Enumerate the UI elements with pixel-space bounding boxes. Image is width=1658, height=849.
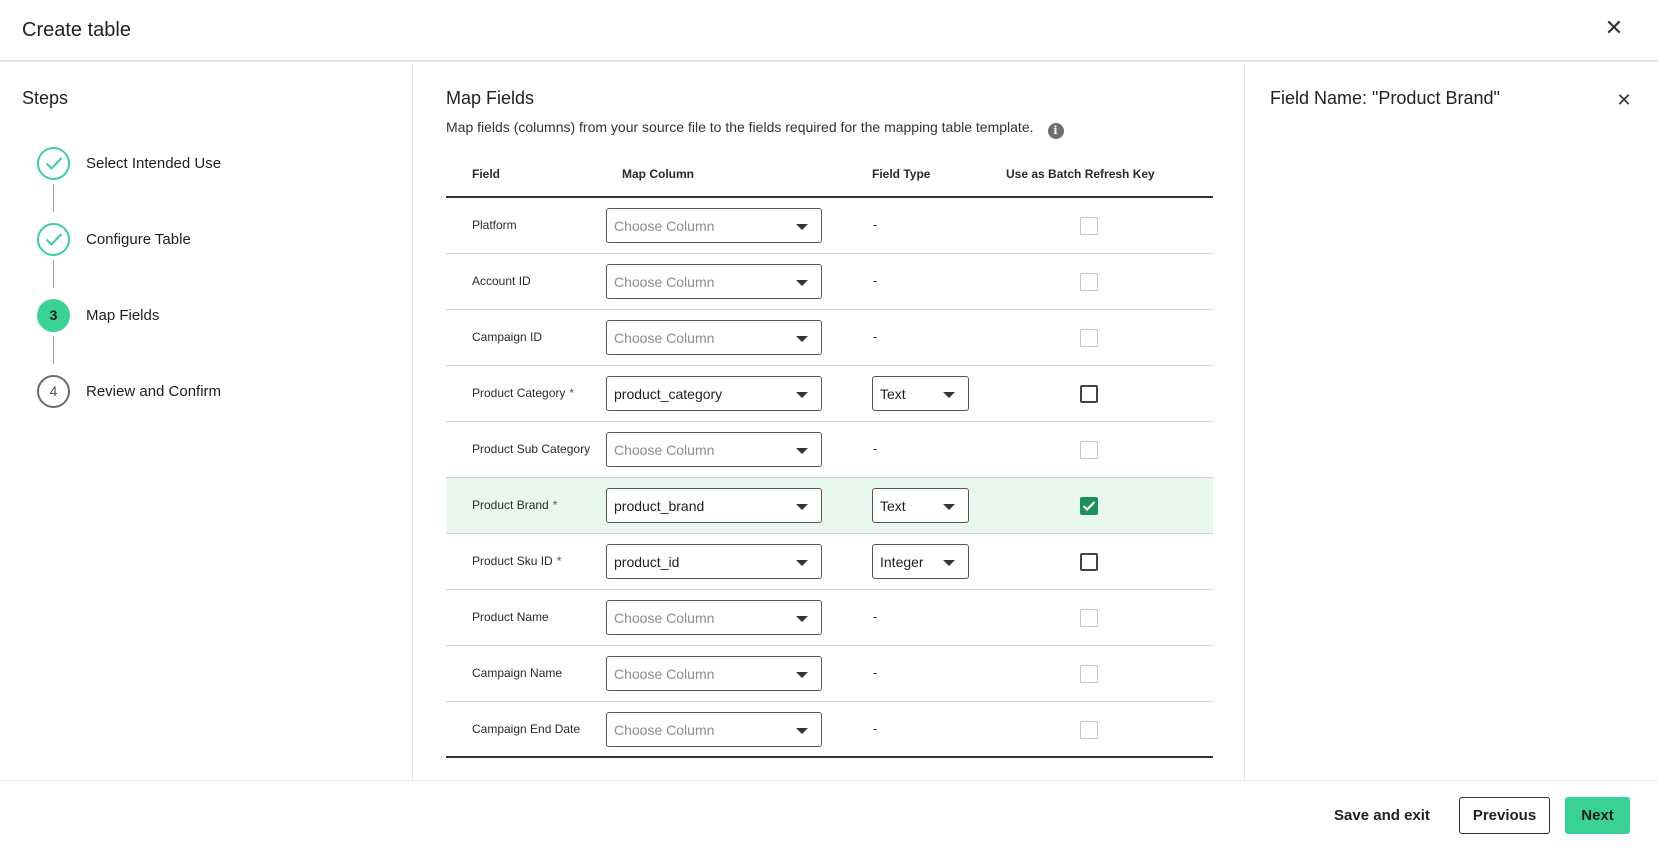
table-row [446, 254, 1213, 310]
field-label: Product Brand [472, 498, 549, 512]
field-label: Product Sub Category [472, 442, 591, 456]
field-type-empty: - [873, 665, 878, 680]
map-column-select[interactable] [606, 376, 822, 411]
map-column-select[interactable] [606, 432, 822, 467]
field-name [472, 330, 542, 344]
batch-key-checkbox [1080, 665, 1098, 683]
field-detail-panel [1246, 64, 1658, 780]
step-select-intended-use[interactable] [37, 147, 367, 181]
map-column-select[interactable] [606, 208, 822, 243]
field-type-empty: - [873, 273, 878, 288]
field-type-empty: - [873, 329, 878, 344]
table-row [446, 590, 1213, 646]
step-label: Configure Table [86, 231, 191, 248]
batch-key-checkbox[interactable] [1080, 553, 1098, 571]
map-column-select[interactable] [606, 712, 822, 747]
table-row [446, 534, 1213, 590]
field-name [472, 498, 557, 512]
step-connector [53, 336, 54, 364]
caret-down-icon [796, 616, 808, 622]
caret-down-icon [943, 392, 955, 398]
column-placeholder: Choose Column [614, 330, 715, 346]
caret-down-icon [796, 392, 808, 398]
table-row [446, 198, 1213, 254]
table-row [446, 310, 1213, 366]
map-column-select[interactable] [606, 544, 822, 579]
field-type-select[interactable] [872, 488, 969, 523]
field-type-select[interactable] [872, 544, 969, 579]
caret-down-icon [796, 560, 808, 566]
step-connector [53, 260, 54, 288]
caret-down-icon [796, 728, 808, 734]
field-name [472, 218, 517, 232]
field-name [472, 666, 562, 680]
save-and-exit-button[interactable]: Save and exit [1334, 807, 1430, 824]
selected-column: product_id [614, 554, 680, 570]
required-marker: * [569, 386, 575, 400]
check-icon [37, 147, 70, 180]
field-name [472, 442, 590, 456]
caret-down-icon [796, 224, 808, 230]
table-row [446, 366, 1213, 422]
field-label: Campaign ID [472, 330, 543, 344]
batch-key-checkbox[interactable] [1080, 385, 1098, 403]
map-column-select[interactable] [606, 656, 822, 691]
selected-type: Integer [880, 554, 924, 570]
selected-column: product_brand [614, 498, 705, 514]
batch-key-checkbox [1080, 441, 1098, 459]
step-label: Select Intended Use [86, 155, 222, 172]
selected-column: product_category [614, 386, 723, 402]
field-label: Product Category [472, 386, 566, 400]
column-placeholder: Choose Column [614, 442, 715, 458]
steps-title: Steps [22, 88, 69, 108]
batch-key-checkbox [1080, 217, 1098, 235]
detail-title: Field Name: "Product Brand" [1270, 88, 1500, 108]
required-marker: * [556, 554, 562, 568]
description-text: Map fields (columns) from your source file to the fields required for the mapping table template. [446, 119, 1034, 135]
column-header-map-column: Map Column [622, 167, 694, 181]
map-column-select[interactable] [606, 600, 822, 635]
modal-header [0, 0, 1658, 62]
step-review-and-confirm[interactable] [37, 375, 367, 409]
column-header-field: Field [472, 167, 501, 181]
column-placeholder: Choose Column [614, 722, 715, 738]
next-button[interactable]: Next [1565, 797, 1630, 834]
field-type-empty: - [873, 441, 878, 456]
step-label: Map Fields [86, 307, 160, 324]
column-placeholder: Choose Column [614, 666, 715, 682]
field-name [472, 722, 580, 736]
map-column-select[interactable] [606, 264, 822, 299]
close-icon[interactable]: ✕ [1616, 90, 1632, 110]
field-type-empty: - [873, 217, 878, 232]
batch-key-checkbox [1080, 609, 1098, 627]
field-type-empty: - [873, 721, 878, 736]
field-name [472, 554, 561, 568]
caret-down-icon [943, 504, 955, 510]
field-name [472, 386, 574, 400]
caret-down-icon [796, 504, 808, 510]
table-header [446, 154, 1213, 198]
column-placeholder: Choose Column [614, 218, 715, 234]
map-fields-panel [414, 64, 1245, 780]
table-row [446, 422, 1213, 478]
check-icon [37, 223, 70, 256]
selected-type: Text [880, 498, 906, 514]
batch-key-checkbox[interactable] [1080, 497, 1098, 515]
step-number: 3 [37, 299, 70, 332]
close-icon[interactable]: ✕ [1604, 15, 1624, 40]
field-label: Platform [472, 218, 517, 232]
caret-down-icon [796, 672, 808, 678]
step-configure-table[interactable] [37, 223, 367, 257]
map-column-select[interactable] [606, 488, 822, 523]
batch-key-checkbox [1080, 329, 1098, 347]
field-name [472, 274, 531, 288]
required-marker: * [552, 498, 558, 512]
map-column-select[interactable] [606, 320, 822, 355]
step-map-fields[interactable] [37, 299, 367, 333]
step-label: Review and Confirm [86, 383, 222, 400]
batch-key-checkbox [1080, 721, 1098, 739]
field-label: Campaign Name [472, 666, 563, 680]
section-description [446, 119, 1064, 139]
field-name [472, 610, 549, 624]
field-label: Account ID [472, 274, 531, 288]
steps-panel [0, 64, 413, 780]
batch-key-checkbox [1080, 273, 1098, 291]
section-heading: Map Fields [446, 88, 535, 108]
field-label: Product Name [472, 610, 549, 624]
table-row [446, 702, 1213, 758]
caret-down-icon [943, 560, 955, 566]
previous-button[interactable]: Previous [1459, 797, 1550, 834]
column-header-batch-key: Use as Batch Refresh Key [1006, 167, 1155, 181]
modal-footer [0, 780, 1658, 849]
step-number: 4 [37, 375, 70, 408]
column-placeholder: Choose Column [614, 610, 715, 626]
caret-down-icon [796, 280, 808, 286]
column-placeholder: Choose Column [614, 274, 715, 290]
table-body [446, 198, 1213, 758]
table-row [446, 646, 1213, 702]
mapping-table [446, 154, 1213, 758]
caret-down-icon [796, 336, 808, 342]
field-label: Campaign End Date [472, 722, 581, 736]
modal-title: Create table [22, 19, 131, 41]
step-connector [53, 184, 54, 212]
info-icon[interactable]: i [1048, 123, 1064, 139]
field-type-empty: - [873, 609, 878, 624]
field-label: Product Sku ID [472, 554, 553, 568]
field-type-select[interactable] [872, 376, 969, 411]
selected-type: Text [880, 386, 906, 402]
table-row [446, 478, 1213, 534]
caret-down-icon [796, 448, 808, 454]
column-header-field-type: Field Type [872, 167, 931, 181]
